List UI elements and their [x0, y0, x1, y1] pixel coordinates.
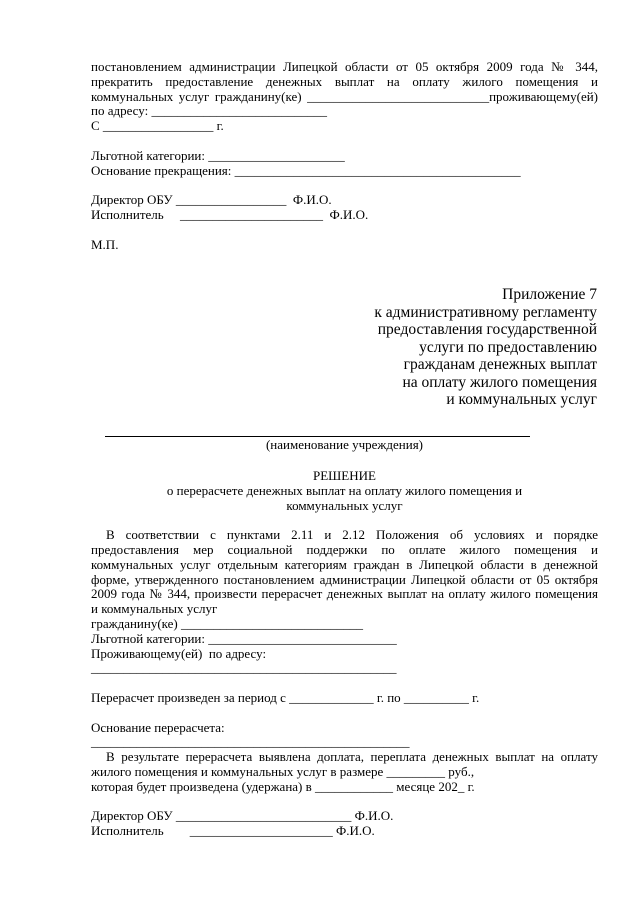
- benefit-category-line: Льготной категории: _____________________________: [91, 630, 397, 646]
- benefit-category-line: Льготной категории: _____________________: [91, 147, 345, 163]
- appendix-line: к административному регламенту: [374, 303, 597, 321]
- appendix-heading: [277, 286, 597, 409]
- institution-caption: (наименование учреждения): [265, 437, 424, 452]
- spacer: [91, 676, 598, 691]
- recalculation-decision-section: [91, 469, 598, 839]
- spacer: [91, 134, 598, 149]
- seal-mark: М.П.: [91, 236, 119, 252]
- result-line: которая будет произведена (удержана) в ____________ месяце 202_ г.: [91, 778, 475, 794]
- appendix-line: и коммунальных услуг: [446, 391, 597, 408]
- appendix-line: предоставления государственной: [377, 321, 597, 338]
- spacer: [91, 706, 598, 721]
- decision-body-line: предоставления мер социальной поддержки по оплате жилого помещения и: [91, 541, 598, 557]
- appendix-line: Приложение 7: [502, 286, 597, 303]
- decision-subtitle-line: о перерасчете денежных выплат на оплату жилого помещения и: [166, 482, 523, 498]
- decision-body-line: 2009 года № 344, произвести перерасчет денежных выплат на оплату жилого помещения: [91, 586, 598, 602]
- result-line: жилого помещения и коммунальных услуг в размере _________ руб.,: [91, 763, 475, 779]
- appendix-line: на оплату жилого помещения: [402, 373, 597, 391]
- recalculation-basis-label: Основание перерасчета:: [91, 719, 225, 735]
- notice-address-line: по адресу: ___________________________: [91, 103, 327, 119]
- notice-text-line: коммунальных услуг гражданину(ке) ____________________________проживающему(ей): [91, 88, 598, 104]
- address-label: Проживающему(ей) по адресу:: [91, 645, 267, 661]
- decision-title: РЕШЕНИЕ: [313, 468, 376, 483]
- termination-basis-line: Основание прекращения: ____________________________________________: [91, 162, 521, 178]
- address-blank: _______________________________________________: [91, 660, 397, 676]
- notice-text-line: постановлением администрации Липецкой области от 05 октября 2009 года № 344,: [91, 59, 598, 74]
- executor-signature-line: Исполнитель ______________________ Ф.И.О.: [91, 206, 369, 222]
- appendix-line: услуги по предоставлению: [419, 338, 597, 356]
- appendix-line: гражданам денежных выплат: [403, 356, 597, 373]
- citizen-line: гражданину(ке) ____________________________: [91, 615, 364, 631]
- result-line: В результате перерасчета выявлена доплата, переплата денежных выплат на оплату: [106, 749, 598, 765]
- spacer: [91, 178, 598, 193]
- executor-signature-line: Исполнитель ______________________ Ф.И.О.: [91, 823, 375, 839]
- director-signature-line: Директор ОБУ _________________ Ф.И.О.: [91, 192, 332, 208]
- decision-body-line: коммунальных услуг отдельным категориям граждан в Липецкой области в денежной: [91, 556, 598, 572]
- termination-notice-section: [91, 60, 598, 252]
- decision-body-line: В соответствии с пунктами 2.11 и 2.12 Положения об условиях и порядке: [106, 527, 598, 543]
- decision-subtitle-line: коммунальных услуг: [286, 497, 403, 513]
- spacer: [91, 223, 598, 238]
- notice-text-line: прекратить предоставление денежных выплат на оплату жилого помещения и: [91, 73, 598, 89]
- notice-date-line: С _________________ г.: [91, 118, 224, 134]
- spacer: [91, 795, 598, 810]
- decision-body-line: и коммунальных услуг: [91, 601, 218, 617]
- recalculation-basis-blank: _________________________________________________: [91, 734, 410, 750]
- spacer: [91, 513, 598, 528]
- director-signature-line: Директор ОБУ ___________________________ Ф.И.О.: [91, 808, 394, 824]
- decision-body-line: форме, утвержденного постановлением администрации Липецкой области от 05 октября: [91, 571, 598, 587]
- recalculation-period-line: Перерасчет произведен за период с _____________ г. по __________ г.: [91, 689, 480, 705]
